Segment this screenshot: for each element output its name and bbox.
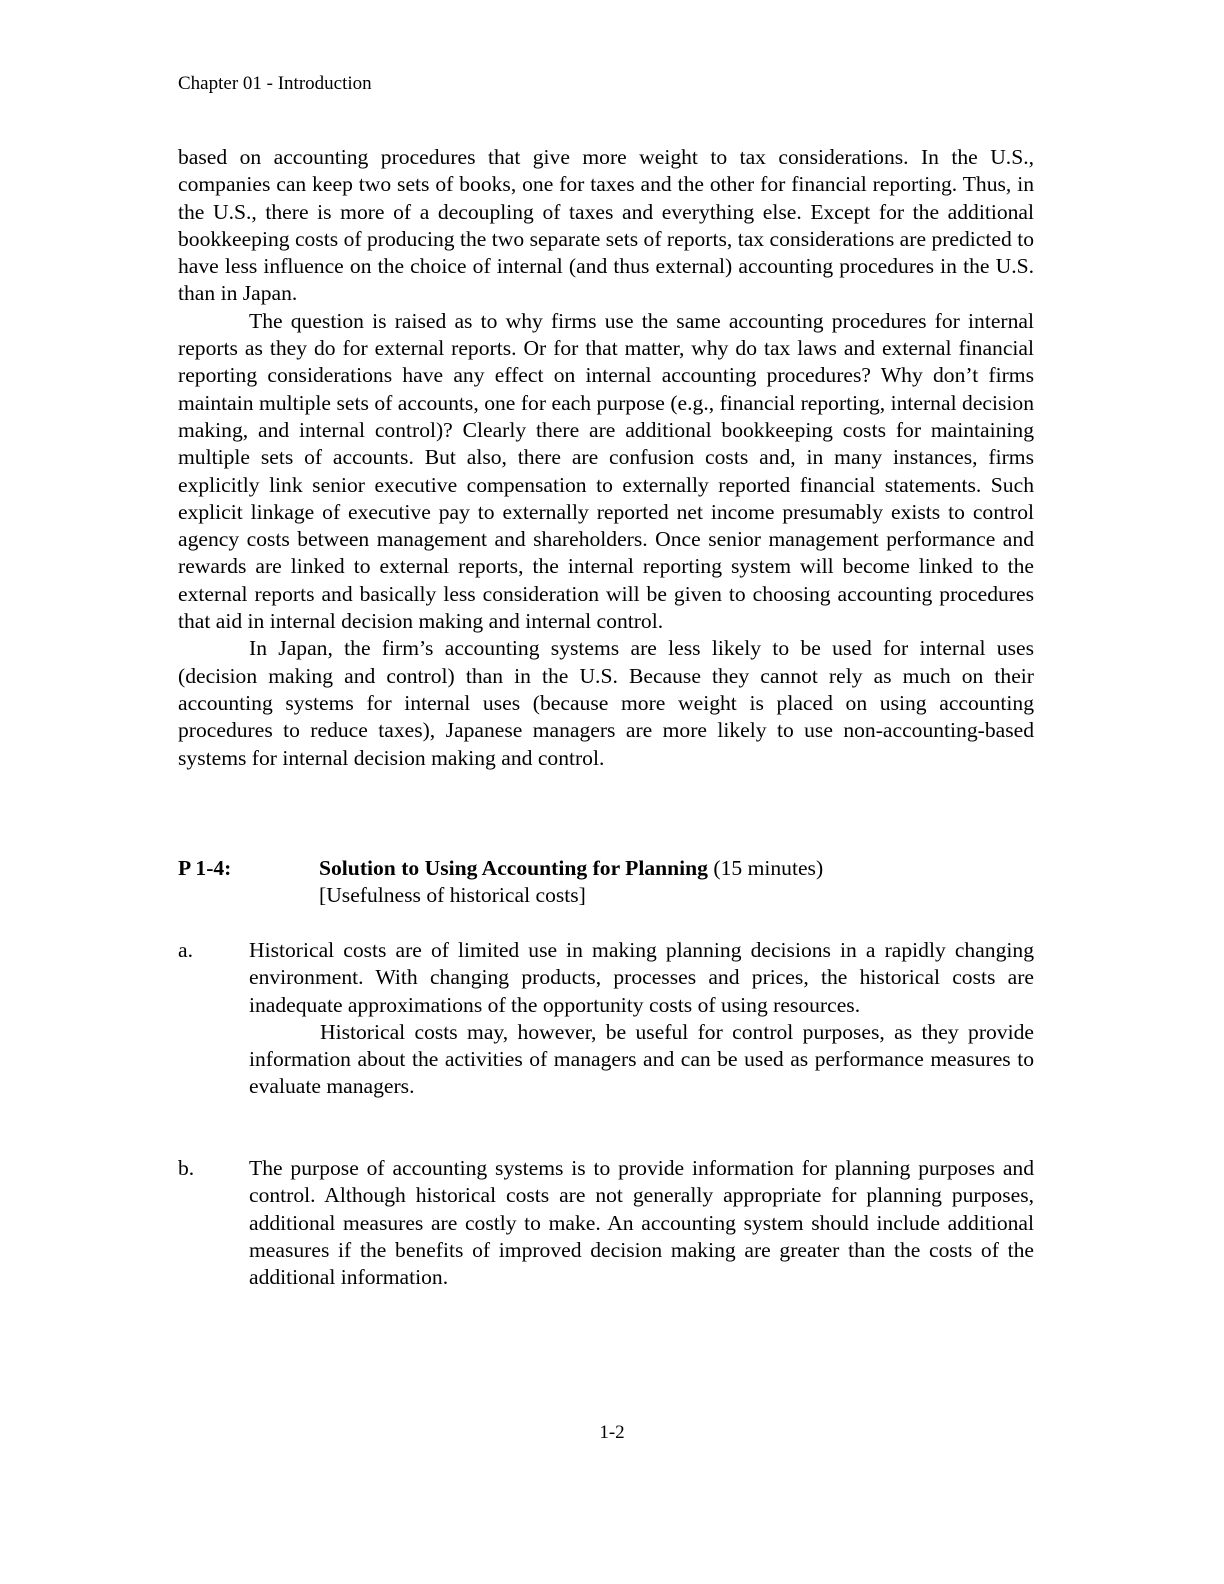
answer-letter: b. xyxy=(178,1156,195,1180)
problem-time: (15 minutes) xyxy=(707,856,824,880)
answer-paragraph: The purpose of accounting systems is to provide information for planning purposes and control. Although historical costs are not generally appropriate for planning purposes, additional measures are costly to make. An accounting system should include additional measures if the benefits of improved decision making are greater than the costs of the additional information. xyxy=(249,1156,1034,1290)
page-number: 1-2 xyxy=(599,1422,625,1443)
problem-number: P 1-4: xyxy=(178,856,232,880)
problem-title: Solution to Using Accounting for Planning xyxy=(319,856,708,880)
body-paragraph: based on accounting procedures that give more weight to tax considerations. In the U.S., companies can keep two sets of books, one for taxes and the other for financial reporting. Thus, in the U.S., there is more of a decoupling of taxes and everything else. Except for the additional bookkeeping costs of producing the two separate sets of reports, tax considerations are predicted to have less influence on the choice of internal (and thus external) accounting procedures in the U.S. than in Japan. xyxy=(178,145,1034,306)
body-paragraph: In Japan, the firm’s accounting systems are less likely to be used for internal uses (decision making and control) than in the U.S. Because they cannot rely as much on their accounting systems for internal uses (because more weight is placed on using accounting procedures to reduce taxes), Japanese managers are more likely to use non-accounting-based systems for internal decision making and control. xyxy=(178,636,1034,770)
answer-text xyxy=(249,1155,1034,1291)
answer-paragraph: Historical costs are of limited use in making planning decisions in a rapidly changing environment. With changing products, processes and prices, the historical costs are inadequate approximations of the opportunity costs of using resources. xyxy=(249,938,1034,1017)
body-text xyxy=(178,144,1034,772)
answer-text xyxy=(249,937,1034,1101)
answer-paragraph: Historical costs may, however, be useful for control purposes, as they provide information about the activities of managers and can be used as performance measures to evaluate managers. xyxy=(249,1019,1034,1099)
answer-a xyxy=(178,937,1034,1101)
chapter-header: Chapter 01 - Introduction xyxy=(178,73,372,94)
problem-topic: [Usefulness of historical costs] xyxy=(319,883,586,908)
problem-title-line xyxy=(319,855,823,882)
answer-letter: a. xyxy=(178,938,193,962)
answer-b xyxy=(178,1155,1034,1291)
body-paragraph: The question is raised as to why firms use the same accounting procedures for internal reports as they do for external reports. Or for that matter, why do tax laws and external financial reporting considerations have any effect on internal accounting procedures? Why don’t firms maintain multiple sets of accounts, one for each purpose (e.g., financial reporting, internal decision making, and internal control)? Clearly there are additional bookkeeping costs for maintaining multiple sets of accounts. But also, there are confusion costs and, in many instances, firms explicitly link senior executive compensation to externally reported financial statements. Such explicit linkage of executive pay to externally reported net income presumably exists to control agency costs between management and shareholders. Once senior management performance and rewards are linked to external reports, the internal reporting system will become linked to the external reports and basically less consideration will be given to choosing accounting procedures that aid in internal decision making and internal control. xyxy=(178,308,1034,634)
